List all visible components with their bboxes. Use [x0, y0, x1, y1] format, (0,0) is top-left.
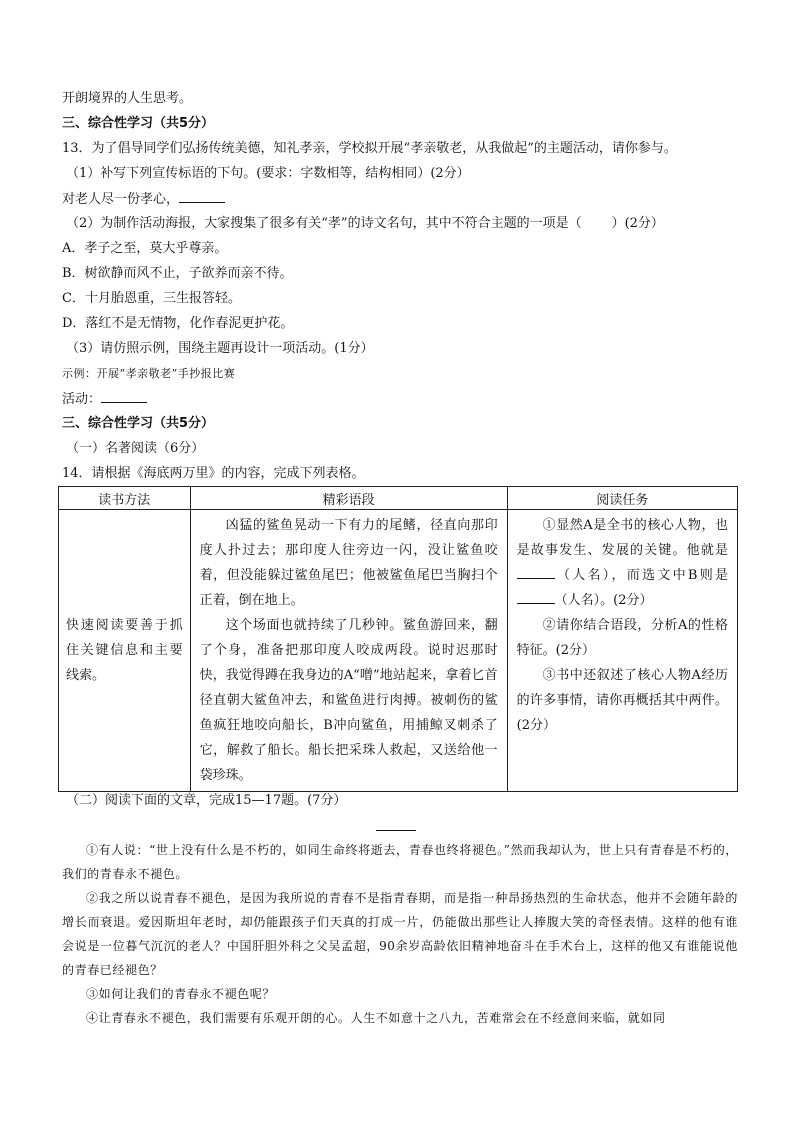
method-cell	[59, 510, 191, 792]
passage-paragraph: 这个场面也就持续了几秒钟。鲨鱼游回来，翻了个身，准备把那印度人咬成两段。说时迟那时快，我觉得蹲在我身边的A“噌”地站起来，拿着匕首径直朝大鲨鱼冲去，和鲨鱼进行肉搏。被刺伤的鲨鱼疯狂地咬向船长，B冲向鲨鱼，用捕鲸叉刺杀了它，解救了船长。船长把采珠人救起，又送给他一袋珍珠。	[199, 618, 498, 783]
question-14: 14．请根据《海底两万里》的内容，完成下列表格。	[62, 466, 365, 481]
essay-paragraph: ①有人说：“世上没有什么是不朽的，如同生命终将逝去，青春也终将褪色。”然而我却认为，世上只有青春是不朽的，我们的青春永不褪色。	[62, 843, 738, 881]
sub-question-2-score: ）(2分）	[611, 216, 664, 231]
subsection-heading: （二）阅读下面的文章，完成15—17题。(7分）	[66, 793, 347, 808]
question-13: 13．为了倡导同学们弘扬传统美德，知礼孝亲，学校拟开展“孝亲敬老，从我做起”的主题活动，请你参与。	[62, 141, 677, 156]
activity-label: 活动：	[62, 392, 102, 407]
option-b: B．树欲静而风不止，子欲养而亲不待。	[62, 266, 293, 281]
slogan-text: 对老人尽一份孝心，	[62, 192, 180, 207]
task-2: ②请你结合语段，分析A的性格特征。(2分）	[516, 618, 728, 658]
table-header: 读书方法	[59, 487, 191, 510]
option-d: D．落红不是无情物，化作春泥更护花。	[62, 316, 294, 331]
option-a: A．孝子之至，莫大乎尊亲。	[62, 241, 228, 256]
section-heading: 三、综合性学习（共5分）	[62, 116, 215, 131]
table-header-row	[59, 487, 738, 510]
task-3: ③书中还叙述了核心人物A经历的许多事情，请你再概括其中两件。(2分）	[516, 668, 728, 733]
subsection-heading: （一）名著阅读（6分）	[66, 441, 205, 456]
slogan-line	[62, 190, 225, 209]
task-1-text: （人名），而选文中B则是	[554, 568, 728, 583]
table-header: 阅读任务	[507, 487, 737, 510]
task-1-text: ①显然A是全书的核心人物，也是故事发生、发展的关键。他就是	[516, 518, 728, 558]
essay	[62, 838, 738, 1030]
task-cell	[507, 510, 737, 792]
task-1	[517, 513, 728, 613]
reading-table	[58, 486, 738, 792]
essay-paragraph: ②我之所以说青春不褪色，是因为我所说的青春不是指青春期，而是指一种昂扬热烈的生命状态，他并不会随年龄的增长而衰退。爱因斯坦年老时，却仍能跟孩子们天真的打成一片，仍能做出那些让人捧腹大笑的奇怪表情。这样的他有谁会说是一位暮气沉沉的老人？中国肝胆外科之父吴孟超，90余岁高龄依旧精神地奋斗在手术台上，这样的他又有谁能说他的青春已经褪色？	[62, 891, 738, 977]
essay-paragraph: ③如何让我们的青春永不褪色呢？	[86, 987, 276, 1001]
text-line: 开朗境界的人生思考。	[62, 91, 193, 106]
name-blank[interactable]	[517, 591, 555, 604]
activity-line	[62, 390, 147, 409]
table-header: 精彩语段	[190, 487, 507, 510]
method-text: 快速阅读要善于抓住关键信息和主要线索。	[66, 618, 183, 683]
sub-question-2-text: （2）为制作活动海报，大家搜集了很多有关“孝”的诗文名句，其中不符合主题的一项是（	[66, 216, 582, 231]
passage-paragraph: 凶猛的鲨鱼晃动一下有力的尾鳍，径直向那印度人扑过去；那印度人往旁边一闪，没让鲨鱼咬着，但没能躲过鲨鱼尾巴；他被鲨鱼尾巴当胸扫个正着，倒在地上。	[199, 518, 498, 608]
name-blank[interactable]	[517, 566, 555, 579]
task-1-text: （人名）。(2分）	[554, 593, 653, 608]
title-underline	[376, 830, 416, 831]
sub-question-2	[66, 215, 664, 233]
option-c: C．十月胎恩重，三生报答轻。	[62, 291, 241, 306]
table-row	[59, 510, 738, 792]
essay-paragraph: ④让青春永不褪色，我们需要有乐观开朗的心。人生不如意十之八九，苦难常会在不经意间来临，就如同	[86, 1011, 666, 1025]
answer-blank[interactable]	[179, 190, 225, 203]
sub-question-3: （3）请仿照示例，围绕主题再设计一项活动。(1分）	[66, 341, 374, 356]
sub-question-1: （1）补写下列宣传标语的下句。(要求：字数相等，结构相同）(2分）	[66, 166, 470, 181]
section-heading: 三、综合性学习（共5分）	[62, 416, 215, 431]
example-line: 示例：开展“孝亲敬老”手抄报比赛	[62, 367, 236, 380]
activity-blank[interactable]	[101, 390, 147, 403]
passage-cell	[190, 510, 507, 792]
